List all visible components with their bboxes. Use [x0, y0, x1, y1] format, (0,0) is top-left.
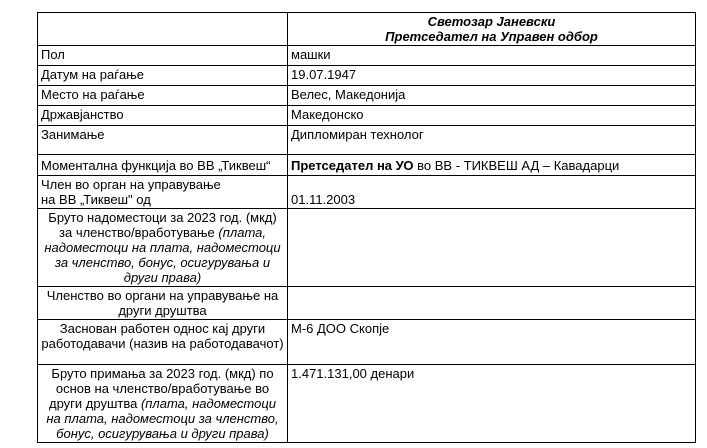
label-citizenship: Државјанство: [38, 106, 288, 126]
label-other-employment: Заснован работен однос кај други работодавачи (назив на работодавачот): [38, 320, 288, 365]
table-row: [38, 66, 696, 86]
header-cell: [288, 13, 696, 46]
table-row: [38, 287, 696, 320]
value-occupation: Дипломиран технолог: [288, 126, 696, 155]
table-row: [38, 155, 696, 176]
person-name: Светозар Јаневски: [427, 14, 556, 29]
label-board-member: [38, 176, 288, 209]
value-board-member: 01.11.2003: [288, 176, 696, 209]
person-position: Претседател на Управен одбор: [385, 29, 598, 44]
gross-income-note: (плата, надоместоци на плата, надоместоци за членство, бонус, осигурувања и други права): [46, 396, 279, 441]
board-member-line2: на ВВ „Тиквеш" од: [41, 192, 151, 207]
table-row: [38, 46, 696, 66]
table-row: [38, 126, 696, 155]
label-birth-date: Датум на раѓање: [38, 66, 288, 86]
label-gross-fees: [38, 209, 288, 287]
label-other-boards: Членство во органи на управување на други друштва: [38, 287, 288, 320]
table-row: [38, 86, 696, 106]
value-citizenship: Македонско: [288, 106, 696, 126]
current-function-company: во ВВ - ТИКВЕШ АД – Кавадарци: [413, 157, 620, 173]
value-other-boards: [288, 287, 696, 320]
label-birth-place: Место на раѓање: [38, 86, 288, 106]
gross-fees-text: Бруто надоместоци за 2023 год. (мкд) за членство/вработување: [48, 210, 277, 240]
table-row: [38, 176, 696, 209]
value-birth-date: 19.07.1947: [288, 66, 696, 86]
value-gross-income: 1.471.131,00 денари: [288, 365, 696, 443]
current-function-title: Претседател на УО: [291, 157, 414, 173]
value-birth-place: Велес, Македонија: [288, 86, 696, 106]
label-current-function: Моментална функција во ВВ „Тиквеш“: [38, 155, 288, 176]
value-gender: машки: [288, 46, 696, 66]
table-row: [38, 106, 696, 126]
board-member-line1: Член во орган на управување: [41, 177, 221, 192]
value-gross-fees: [288, 209, 696, 287]
table-row: [38, 209, 696, 287]
table-row: [38, 320, 696, 365]
gross-income-text: Бруто примања за 2023 год. (мкд) по основ на членство/вработување во други друштва: [48, 366, 274, 411]
gross-fees-note: (плата, надоместоци на плата, надоместоци за членство, бонус, осигурувања и други права): [44, 225, 281, 285]
header-row: [38, 13, 696, 46]
value-current-function: [288, 155, 696, 176]
label-gross-income: [38, 365, 288, 443]
header-empty-cell: [38, 13, 288, 46]
value-other-employment: М-6 ДОО Скопје: [288, 320, 696, 365]
label-occupation: Занимање: [38, 126, 288, 155]
label-gender: Пол: [38, 46, 288, 66]
table-row: [38, 365, 696, 443]
profile-table: [37, 12, 696, 443]
